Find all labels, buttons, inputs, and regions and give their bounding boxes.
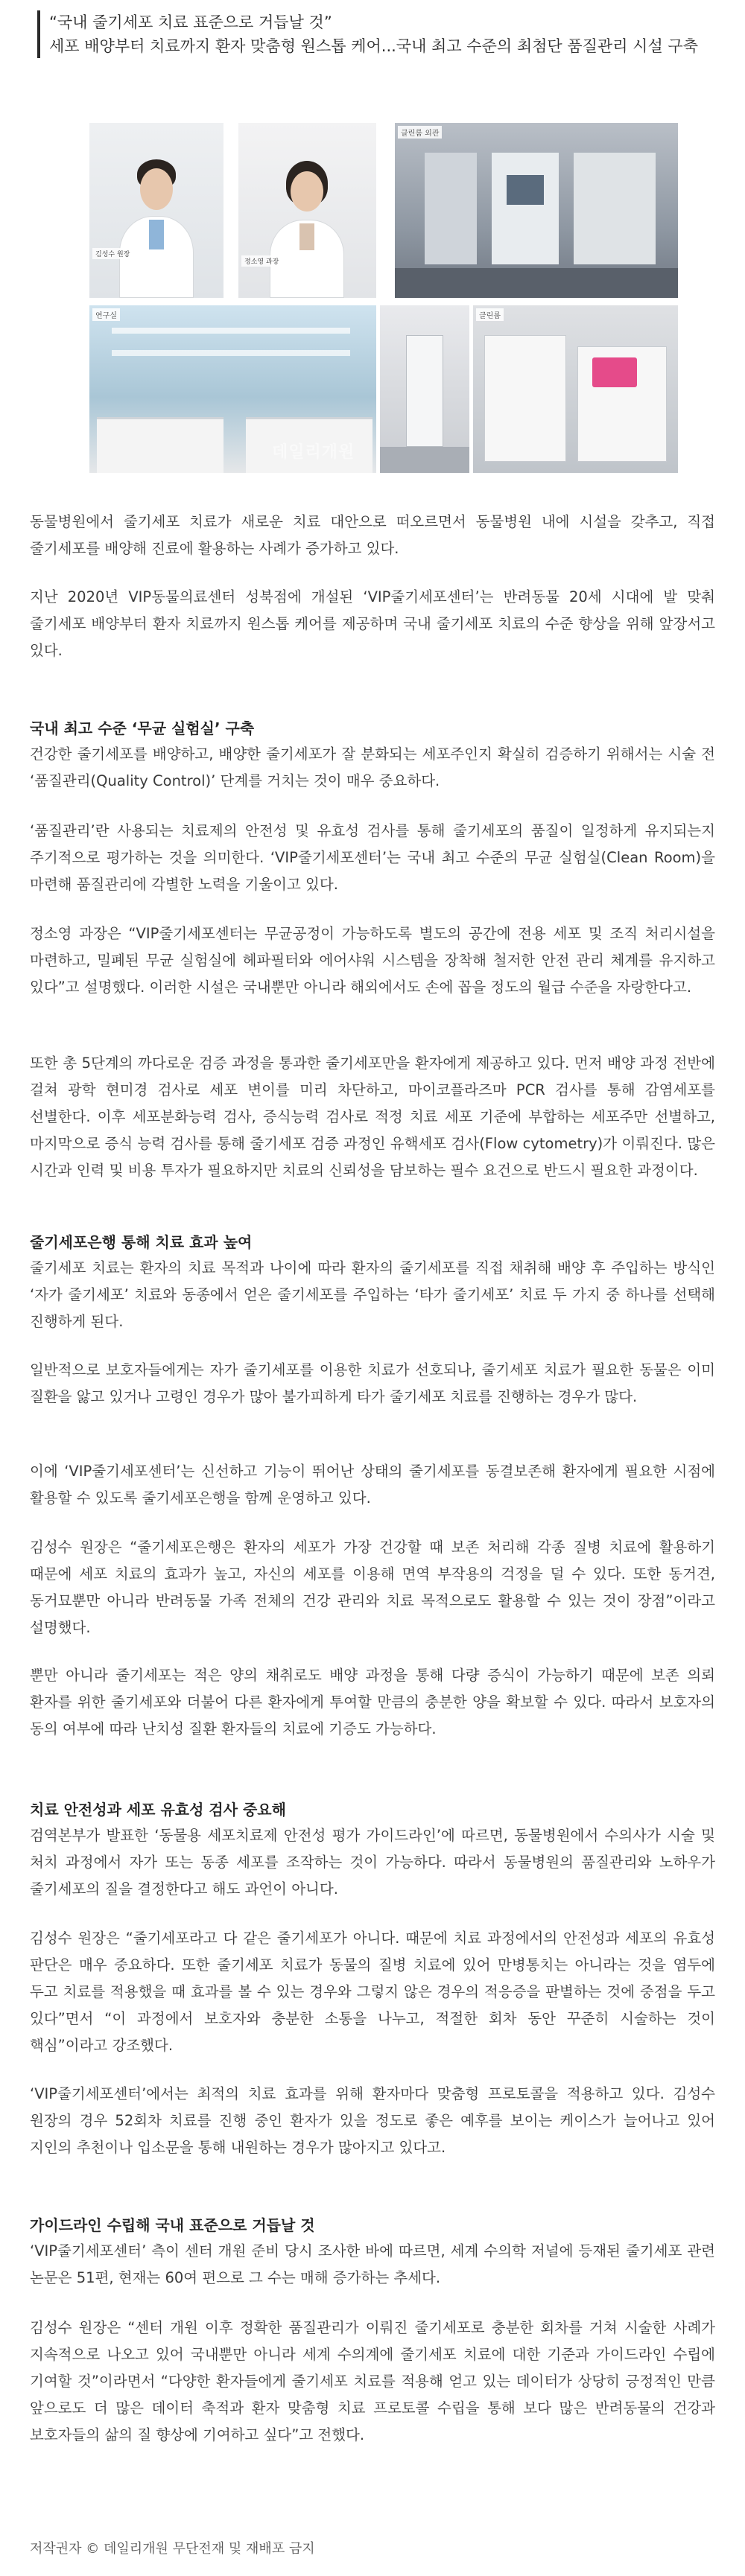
section-heading-2: 줄기세포은행 통해 치료 효과 높여 [30,1233,253,1251]
cleanroom-exterior-label: 클린룸 외관 [398,126,442,139]
section-heading-1: 국내 최고 수준 ‘무균 실험실’ 구축 [30,719,255,737]
cleanroom-exterior-photo [395,123,678,298]
research-lab-photo [89,305,376,473]
doctor-caption-1: 김성수 원장 [92,248,133,259]
photo-collage [89,123,678,473]
subtitle-line-2: 세포 배양부터 치료까지 환자 맞춤형 원스톱 케어...국내 최고 수준의 최첨단 품질관리 시설 구축 [49,37,698,55]
cleanroom-interior-photo [473,305,678,473]
doctor-photo-2 [238,123,376,298]
article-paragraph-6: 또한 총 5단계의 까다로운 검증 과정을 통과한 줄기세포만을 환자에게 제공하고 있다. 먼저 배양 과정 전반에 걸쳐 광학 현미경 검사로 세포 변이를 미리 차단하고, 마이코플라즈마 PCR 검사를 통해 감염세포를 선별한다. 이후 세포분화능력 검사, 증식능력 검사로 적정 치료 세포 기준에 부합하는 세포주만 선별하고, 마지막으로 증식 능력 검사를 통해 줄기세포 검증 과정인 유핵세포 검사(Flow cytometry)가 이뤄진다. 많은 시간과 인력 및 비용 투자가 필요하지만 치료의 신뢰성을 담보하는 필수 요건으로 반드시 필요한 과정이다. [30,1055,715,1179]
article-paragraph-9: 이에 ‘VIP줄기세포센터’는 신선하고 기능이 뛰어난 상태의 줄기세포를 동결보존해 환자에게 필요한 시점에 활용할 수 있도록 줄기세포은행을 함께 운영하고 있다. [30,1463,715,1507]
copyright-notice: 저작권자 © 데일리개원 무단전재 및 재배포 금지 [30,2541,315,2557]
doctor-figure-2 [270,149,344,298]
section-heading-3: 치료 안전성과 세포 유효성 검사 중요해 [30,1801,286,1819]
doctor-caption-2: 정소영 과장 [241,255,282,267]
article-paragraph-7: 줄기세포 치료는 환자의 치료 목적과 나이에 따라 환자의 줄기세포를 직접 채취해 배양 후 주입하는 방식인 ‘자가 줄기세포’ 치료와 동종에서 얻은 줄기세포를 주입하는 ‘타가 줄기세포’ 치료 두 가지 중 하나를 선택해 진행하게 된다. [30,1259,715,1330]
subtitle-line-1: “국내 줄기세포 치료 표준으로 거듭날 것” [49,13,332,31]
cleanroom-interior-label: 클린룸 [476,308,504,321]
hallway-photo [380,305,469,473]
doctor-photo-1 [89,123,224,298]
article-paragraph-10: 김성수 원장은 “줄기세포은행은 환자의 세포가 가장 건강할 때 보존 처리해 각종 질병 치료에 활용하기 때문에 세포 치료의 효과가 높고, 자신의 세포를 이용해 면역 부작용의 걱정을 덜 수 있다. 또한 동거견, 동거묘뿐만 아니라 반려동물 가족 전체의 건강 관리와 치료 목적으로도 활용할 수 있는 것이 장점”이라고 설명했다. [30,1539,715,1636]
article-paragraph-11: 뿐만 아니라 줄기세포는 적은 양의 채취로도 배양 과정을 통해 다량 증식이 가능하기 때문에 보존 의뢰 환자를 위한 줄기세포와 더불어 다른 환자에게 투여할 만큼의 충분한 양을 확보할 수 있다. 따라서 보호자의 동의 여부에 따라 난치성 질환 환자들의 치료에 기증도 가능하다. [30,1667,715,1737]
article-paragraph-15: ‘VIP줄기세포센터’ 측이 센터 개원 준비 당시 조사한 바에 따르면, 세계 수의학 저널에 등재된 줄기세포 관련 논문은 51편, 현재는 60여 편으로 그 수는 매해 증가하는 추세다. [30,2242,715,2286]
article-paragraph-3: 건강한 줄기세포를 배양하고, 배양한 줄기세포가 잘 분화되는 세포주인지 확실히 검증하기 위해서는 시술 전 ‘품질관리(Quality Control)’ 단계를 거치는 것이 매우 중요하다. [30,745,715,789]
section-heading-4: 가이드라인 수립해 국내 표준으로 거듭날 것 [30,2216,315,2234]
article-paragraph-1: 동물병원에서 줄기세포 치료가 새로운 치료 대안으로 떠오르면서 동물병원 내에 시설을 갖추고, 직접 줄기세포를 배양해 진료에 활용하는 사례가 증가하고 있다. [30,513,715,557]
research-lab-label: 연구실 [92,308,120,321]
photo-watermark: 데일리개원 [272,443,355,462]
article-paragraph-14: ‘VIP줄기세포센터’에서는 최적의 치료 효과를 위해 환자마다 맞춤형 프로토콜을 적용하고 있다. 김성수 원장의 경우 52회차 치료를 진행 중인 환자가 있을 정도로 좋은 예후를 보이는 케이스가 늘어나고 있어 지인의 추천이나 입소문을 통해 내원하는 경우가 많아지고 있다고. [30,2085,715,2156]
article-paragraph-12: 검역본부가 발표한 ‘동물용 세포치료제 안전성 평가 가이드라인’에 따르면, 동물병원에서 수의사가 시술 및 처치 과정에서 자가 또는 동종 세포를 조작하는 것이 가능하다. 따라서 동물병원의 품질관리와 노하우가 줄기세포의 질을 결정한다고 해도 과언이 아니다. [30,1827,715,1898]
doctor-figure-1 [119,149,194,298]
article-paragraph-16: 김성수 원장은 “센터 개원 이후 정확한 품질관리가 이뤄진 줄기세포로 충분한 회차를 거쳐 시술한 사례가 지속적으로 나오고 있어 국내뿐만 아니라 세계 수의계에 줄기세포 치료에 대한 기준과 가이드라인 수립에 기여할 것”이라면서 “다양한 환자들에게 줄기세포 치료를 적용해 얻고 있는 데이터가 상당히 긍정적인 만큼 앞으로도 더 많은 데이터 축적과 환자 맞춤형 치료 프로토콜 수립을 통해 보다 많은 반려동물의 건강과 보호자들의 삶의 질 향상에 기여하고 싶다”고 전했다. [30,2319,715,2443]
article-paragraph-4: ‘품질관리’란 사용되는 치료제의 안전성 및 유효성 검사를 통해 줄기세포의 품질이 일정하게 유지되는지 주기적으로 평가하는 것을 의미한다. ‘VIP줄기세포센터’는 국내 최고 수준의 무균 실험실(Clean Room)을 마련해 품질관리에 각별한 노력을 기울이고 있다. [30,822,715,893]
article-paragraph-8: 일반적으로 보호자들에게는 자가 줄기세포를 이용한 치료가 선호되나, 줄기세포 치료가 필요한 동물은 이미 질환을 앓고 있거나 고령인 경우가 많아 불가피하게 타가 줄기세포 치료를 진행하는 경우가 많다. [30,1361,715,1405]
article-paragraph-13: 김성수 원장은 “줄기세포라고 다 같은 줄기세포가 아니다. 때문에 치료 과정에서의 안전성과 세포의 유효성 판단은 매우 중요하다. 또한 줄기세포 치료가 동물의 질병 치료에 있어 만병통치는 아니라는 것을 염두에 두고 치료를 적용했을 때 효과를 볼 수 있는 경우와 그렇지 않은 경우의 적응증을 판별하는 것에 중점을 두고 있다”면서 “이 과정에서 보호자와 충분한 소통을 나누고, 적절한 회차 동안 꾸준히 시술하는 것이 핵심”이라고 강조했다. [30,1930,715,2054]
article-paragraph-2: 지난 2020년 VIP동물의료센터 성북점에 개설된 ‘VIP줄기세포센터’는 반려동물 20세 시대에 발 맞춰 줄기세포 배양부터 환자 치료까지 원스톱 케어를 제공하며 국내 줄기세포 치료의 수준 향상을 위해 앞장서고 있다. [30,588,715,659]
article-subtitle [37,10,711,58]
article-paragraph-5: 정소영 과장은 “VIP줄기세포센터는 무균공정이 가능하도록 별도의 공간에 전용 세포 및 조직 처리시설을 마련하고, 밀폐된 무균 실험실에 헤파필터와 에어샤워 시스템을 장착해 철저한 안전 관리 체계를 유지하고 있다”고 설명했다. 이러한 시설은 국내뿐만 아니라 해외에서도 손에 꼽을 정도의 월급 수준을 자랑한다고. [30,925,715,996]
